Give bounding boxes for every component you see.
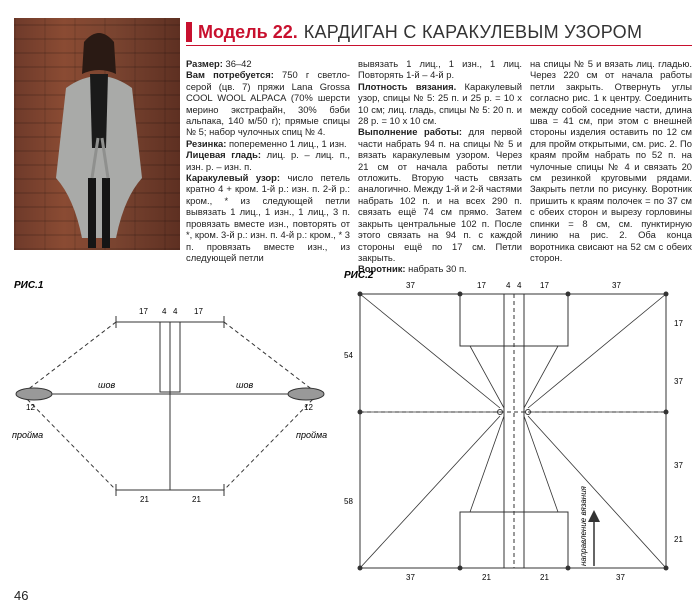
- dim-bottom-37b: 37: [616, 573, 625, 582]
- article-title: [186, 18, 692, 46]
- text-column-2: [358, 58, 522, 275]
- fold-arrows: [360, 294, 666, 568]
- collar-text: набрать 30 п.: [405, 263, 467, 275]
- density-label: Плотность вязания.: [358, 80, 457, 92]
- dim-left-58: 58: [344, 497, 353, 506]
- karakul-label: Каракулевый узор:: [186, 172, 280, 184]
- dim-armhole-left: 12: [26, 403, 35, 412]
- figure-2-label: РИС.2: [344, 270, 374, 281]
- bottom-notch-right: [524, 512, 568, 568]
- instructions-continued: на спицы № 5 и вязать лиц. гладью. Через 220 см от начала работы петли закрыть. Отвернуть углы согласно рис. 1 к центру. Соединить между собой соседние части, длина шва = 41 см, при этом с внешней стороны изделия оставить по 12 см для пройм открытыми, см. рис. 2. По краям пройм набрать по 52 п. на чулочные спицы № 4 и связать 20 см резинкой круговыми рядами. Закрыть петли по рисунку. Воротник пришить к краям полочек = по 37 см с обеих сторон и вырезу горловины спинки = 8 см, см. пунктирную линию на рис. 2. Оба конца воротника свисают на 52 см с обеих сторон.: [530, 58, 692, 263]
- materials-text: 750 г светло-серой (цв. 7) пряжи Lana Grossa COOL WOOL ALPACA (70% шерсти мерино экстрафайн, 30% бэби альпака, 140 м/50 г); прямые спицы № 5; набор чулочных спиц № 4.: [186, 69, 350, 138]
- dim-bottom-21a: 21: [482, 573, 491, 582]
- size-label: Размер:: [186, 58, 223, 69]
- seam-label-left: шов: [98, 380, 116, 390]
- dim-top-37a: 37: [406, 281, 415, 290]
- dim-bottom-37a: 37: [406, 573, 415, 582]
- dim-right-37b: 37: [674, 461, 683, 470]
- outer-square: [360, 294, 666, 568]
- density-text: Каракулевый узор, спицы № 5: 25 п. и 25 р. = 10 х 10 см; лиц. гладь, спицы № 5: 20 п. и 28 р. = 10 х 10 см.: [358, 80, 522, 127]
- armhole-left: [16, 388, 52, 400]
- title-accent-bar: [186, 22, 192, 42]
- materials-label: Вам потребуется:: [186, 69, 274, 81]
- work-label: Выполнение работы:: [358, 126, 462, 138]
- armhole-right: [288, 388, 324, 400]
- model-photo: [14, 18, 180, 250]
- dim-top-c2: 4: [173, 307, 178, 316]
- title-rule: [186, 45, 692, 46]
- dim-left-54: 54: [344, 351, 353, 360]
- collar-label: Воротник:: [358, 263, 406, 275]
- text-column-1: [186, 58, 350, 263]
- dim-top-17a: 17: [477, 281, 486, 290]
- direction-arrow-head: [588, 510, 600, 522]
- bottom-notch-left: [460, 512, 504, 568]
- dim-right-37a: 37: [674, 377, 683, 386]
- direction-label: направление вязания: [579, 486, 588, 566]
- dim-top-37b: 37: [612, 281, 621, 290]
- dim-right-17: 17: [674, 319, 683, 328]
- karakul-text: число петель кратно 4 + кром. 1-й р.: изн. п. 2-й р.: кром., * из следующей петли вывязать 1 лиц., 1 изн., 1 лиц., 3 п. провязать вместе изн., повторять от *, кром. 3-й р.: изн. п. 4-й р.: кром., * 3 п. провязать вместе изн., из следующей петли: [186, 172, 350, 263]
- dim-bottom-right: 21: [192, 495, 201, 502]
- dim-top-left: 17: [139, 307, 148, 316]
- size-text: 36–42: [222, 58, 252, 69]
- model-figure: [54, 28, 144, 250]
- model-number: Модель 22.: [198, 21, 298, 42]
- stockinette-label: Лицевая гладь:: [186, 149, 261, 161]
- stockinette-text: лиц. р. – лиц. п., изн. р. – изн. п.: [186, 149, 350, 172]
- armhole-label-right: пройма: [296, 430, 328, 440]
- dim-top-c1: 4: [506, 281, 511, 290]
- dim-top-right: 17: [194, 307, 203, 316]
- left-outline: [22, 322, 116, 490]
- figure-2-diagram: [340, 266, 696, 586]
- page-number: 46: [14, 588, 29, 603]
- dim-right-21: 21: [674, 535, 683, 544]
- work-text: для первой части набрать 94 п. на спицы № 5 и вязать каракулевым узором. Через 21 см от начала работы петли отложить. Вторую часть связать аналогично. Между 1-й и 2-й частями набрать 102 п. и на всех 290 п. связать ещё 74 см прямо. Затем закрыть центральные 102 п. После этого связать на 94 п. с каждой стороны ещё по 17 см. Петли закрыть.: [358, 126, 522, 263]
- armhole-label-left: пройма: [12, 430, 44, 440]
- top-notch-right: [524, 294, 568, 346]
- dim-top-c2: 4: [517, 281, 522, 290]
- rib-label: Резинка:: [186, 137, 227, 149]
- dim-armhole-right: 12: [304, 403, 313, 412]
- text-column-3: [530, 58, 692, 263]
- dim-bottom-left: 21: [140, 495, 149, 502]
- dim-top-c1: 4: [162, 307, 167, 316]
- figure-1-diagram: [0, 272, 345, 502]
- dim-top-17b: 17: [540, 281, 549, 290]
- seam-label-right: шов: [236, 380, 254, 390]
- rib-text: попеременно 1 лиц., 1 изн.: [226, 137, 347, 149]
- top-notch-left: [460, 294, 504, 346]
- figure-1-label: РИС.1: [14, 280, 44, 291]
- karakul-continued: вывязать 1 лиц., 1 изн., 1 лиц. Повторять 1-й – 4-й р.: [358, 58, 522, 81]
- model-name: КАРДИГАН С КАРАКУЛЕВЫМ УЗОРОМ: [303, 21, 643, 42]
- dim-bottom-21b: 21: [540, 573, 549, 582]
